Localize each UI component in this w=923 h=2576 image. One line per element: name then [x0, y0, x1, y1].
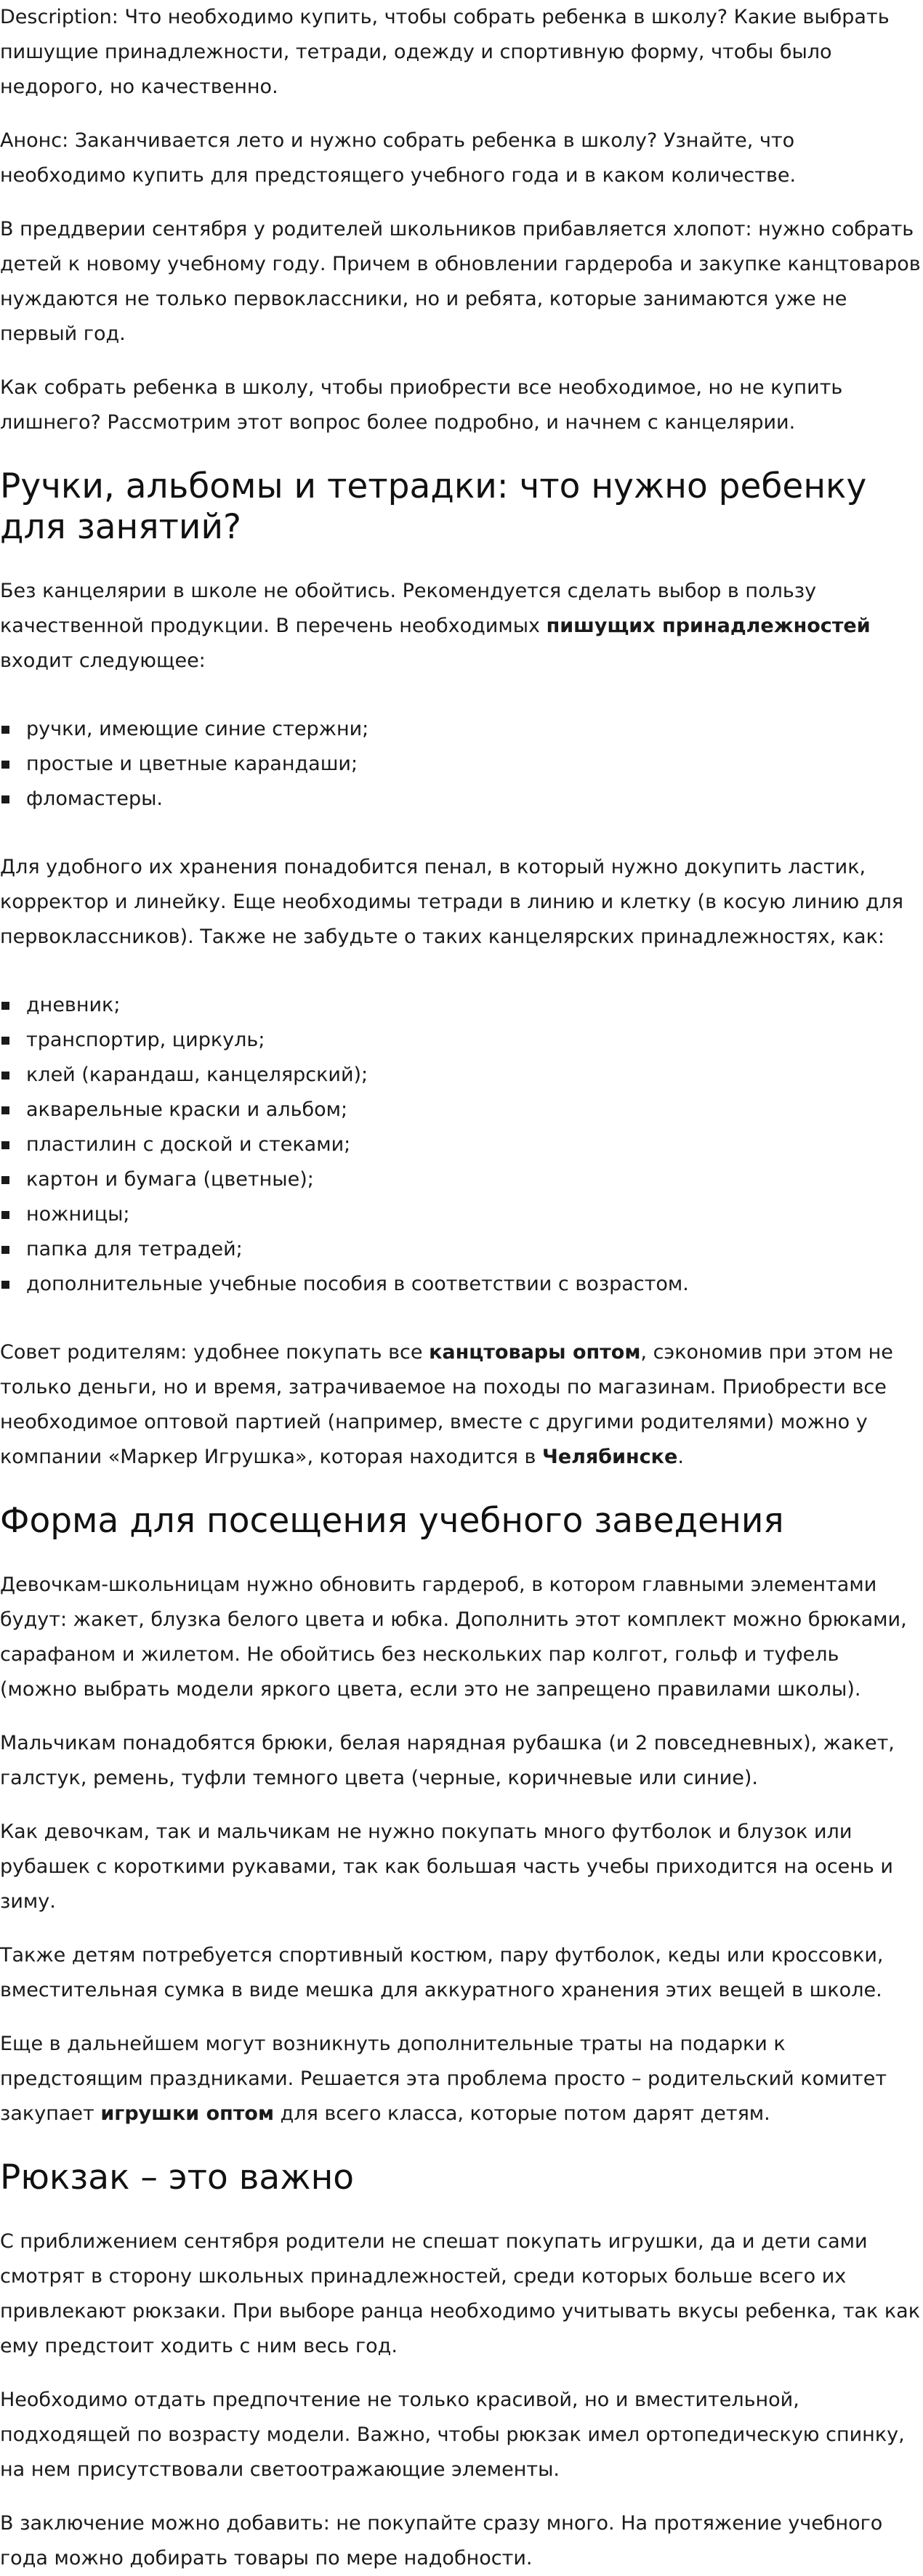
- square-bullet-icon: [1, 1281, 9, 1289]
- stationery-paragraph-2: Для удобного их хранения понадобится пенал, в который нужно докупить ластик, корректор и линейку. Еще необходимы тетради в линию и клетку (в косую линию для первоклассников). Также не забудьте о таких канцелярских принадлежностях, как:: [0, 856, 904, 948]
- section-heading-uniform: Форма для посещения учебного заведения: [0, 1501, 784, 1541]
- square-bullet-icon: [1, 761, 9, 769]
- list-item-text: папка для тетрадей;: [26, 1238, 243, 1260]
- list-item: [0, 712, 922, 747]
- square-bullet-icon: [1, 1246, 9, 1254]
- list-item-text: ножницы;: [26, 1203, 130, 1226]
- intro-paragraph-1: В преддверии сентября у родителей школьников прибавляется хлопот: нужно собрать детей к новому учебному году. Причем в обновлении гардероба и закупке канцтоваров нуждаются не только первоклассники, но и ребята, которые занимаются уже не первый год.: [0, 218, 921, 345]
- text: для всего класса, которые потом дарят детям.: [274, 2102, 770, 2125]
- bold-text: игрушки оптом: [100, 2102, 275, 2125]
- uniform-paragraph-1: Девочкам-школьницам нужно обновить гардероб, в котором главными элементами будут: жакет, блузка белого цвета и юбка. Дополнить этот комплект можно брюками, сарафаном и жилетом. Не обойтись без нескольких пар колгот, гольф и туфель (можно выбрать модели яркого цвета, если это не запрещено правилами школы).: [0, 1573, 907, 1701]
- list-item-text: простые и цветные карандаши;: [26, 753, 358, 775]
- square-bullet-icon: [1, 1037, 9, 1045]
- list-item: [0, 747, 922, 782]
- list-item-text: пластилин с доской и стеками;: [26, 1133, 351, 1156]
- square-bullet-icon: [1, 795, 9, 803]
- list-item-text: ручки, имеющие синие стержни;: [26, 718, 369, 740]
- square-bullet-icon: [1, 1106, 9, 1114]
- stationery-list: [0, 988, 922, 1302]
- bold-text: канцтовары оптом: [429, 1341, 641, 1364]
- backpack-paragraph-1: С приближением сентября родители не спешат покупать игрушки, да и дети сами смотрят в сторону школьных принадлежностей, среди которых больше всего их привлекают рюкзаки. При выборе ранца необходимо учитывать вкусы ребенка, так как ему предстоит ходить с ним весь год.: [0, 2230, 921, 2357]
- list-item-text: акварельные краски и альбом;: [26, 1098, 348, 1121]
- list-item-text: дневник;: [26, 994, 121, 1016]
- list-item: [0, 1023, 922, 1058]
- text: , сэкономив при этом не только деньги, но и время, затрачиваемое на походы по магазинам. Приобрести все необходимое оптовой партией (например, вместе с другими родителями) можно у компании «Маркер Игрушка», которая находится в: [0, 1341, 893, 1468]
- description-paragraph: Description: Что необходимо купить, чтобы собрать ребенка в школу? Какие выбрать пишущие принадлежности, тетради, одежду и спортивную форму, чтобы было недорого, но качественно.: [0, 6, 890, 98]
- list-item: [0, 988, 922, 1023]
- list-item: [0, 1267, 922, 1302]
- list-item: [0, 1232, 922, 1267]
- section-heading-stationery: Ручки, альбомы и тетрадки: что нужно ребенку для занятий?: [0, 466, 867, 547]
- backpack-paragraph-2: Необходимо отдать предпочтение не только красивой, но и вместительной, подходящей по возрасту модели. Важно, чтобы рюкзак имел ортопедическую спинку, на нем присутствовали светоотражающие элементы.: [0, 2389, 905, 2481]
- list-item: [0, 1093, 922, 1127]
- list-item-text: картон и бумага (цветные);: [26, 1168, 314, 1191]
- list-item: [0, 1127, 922, 1162]
- square-bullet-icon: [1, 1002, 9, 1010]
- intro-paragraph-2: Как собрать ребенка в школу, чтобы приобрести все необходимое, но не купить лишнего? Рассмотрим этот вопрос более подробно, и начнем с канцелярии.: [0, 376, 843, 434]
- section-heading-backpack: Рюкзак – это важно: [0, 2158, 355, 2198]
- uniform-paragraph-3: Как девочкам, так и мальчикам не нужно покупать много футболок и блузок или рубашек с короткими рукавами, так как большая часть учебы приходится на осень и зиму.: [0, 1820, 893, 1913]
- list-item: [0, 1058, 922, 1093]
- parents-advice-paragraph: [0, 1335, 922, 1475]
- square-bullet-icon: [1, 1072, 9, 1080]
- announce-paragraph: Анонс: Заканчивается лето и нужно собрать ребенка в школу? Узнайте, что необходимо купить для предстоящего учебного года и в каком количестве.: [0, 129, 797, 187]
- writing-supplies-list: [0, 712, 922, 817]
- list-item-text: клей (карандаш, канцелярский);: [26, 1064, 368, 1086]
- text: Без канцелярии в школе не обойтись. Рекомендуется сделать выбор в пользу качественной продукции. В перечень необходимых: [0, 580, 817, 637]
- backpack-paragraph-3: В заключение можно добавить: не покупайте сразу много. На протяжение учебного года можно добирать товары по мере надобности.: [0, 2512, 883, 2569]
- bold-text: Челябинске: [542, 1446, 678, 1468]
- uniform-paragraph-2: Мальчикам понадобятся брюки, белая нарядная рубашка (и 2 повседневных), жакет, галстук, ремень, туфли темного цвета (черные, коричневые или синие).: [0, 1732, 895, 1789]
- list-item: [0, 1197, 922, 1232]
- text: входит следующее:: [0, 649, 206, 672]
- list-item-text: транспортир, циркуль;: [26, 1029, 265, 1051]
- stationery-paragraph-1: [0, 574, 922, 679]
- uniform-paragraph-4: Также детям потребуется спортивный костюм, пару футболок, кеды или кроссовки, вместительная сумка в виде мешка для аккуратного хранения этих вещей в школе.: [0, 1944, 884, 2001]
- list-item-text: фломастеры.: [26, 787, 163, 810]
- square-bullet-icon: [1, 1211, 9, 1219]
- list-item-text: дополнительные учебные пособия в соответствии с возрастом.: [26, 1273, 689, 1295]
- text: Совет родителям: удобнее покупать все: [0, 1341, 430, 1364]
- text: Еще в дальнейшем могут возникнуть дополнительные траты на подарки к предстоящим праздниками. Решается эта проблема просто – родительский комитет закупает: [0, 2033, 887, 2125]
- bold-text: пишущих принадлежностей: [546, 615, 871, 637]
- list-item: [0, 782, 922, 817]
- text: .: [677, 1446, 684, 1468]
- square-bullet-icon: [1, 726, 9, 734]
- uniform-paragraph-5: [0, 2027, 922, 2131]
- square-bullet-icon: [1, 1176, 9, 1184]
- square-bullet-icon: [1, 1141, 9, 1149]
- list-item: [0, 1162, 922, 1197]
